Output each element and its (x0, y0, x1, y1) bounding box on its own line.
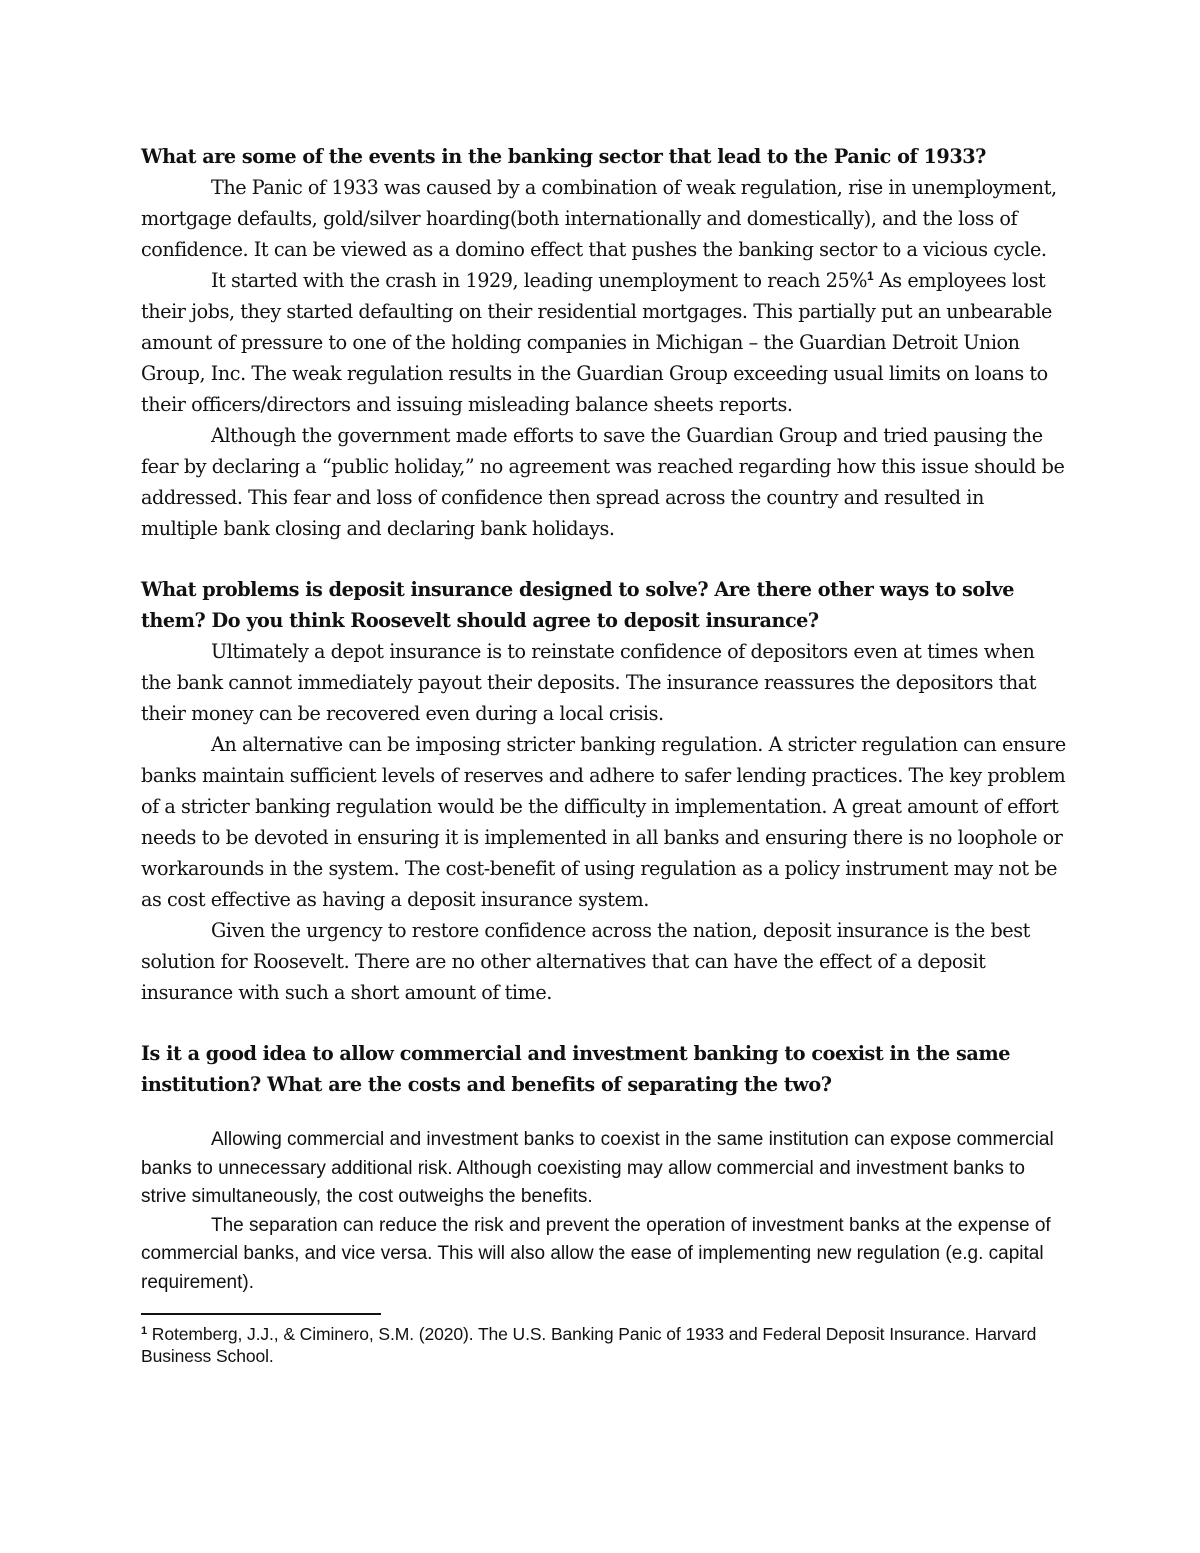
section-spacer (141, 1008, 1066, 1038)
section-spacer (141, 1100, 1066, 1126)
section-3-paragraph-2: The separation can reduce the risk and prevent the operation of investment banks at the expense of commercial banks, and vice versa. This will also allow the ease of implementing new regulation (e.g. capital requirement). (141, 1214, 1051, 1293)
footnote-text: Rotemberg, J.J., & Ciminero, S.M. (2020). The U.S. Banking Panic of 1933 and Federal Deposit Insurance. Harvard Business School. (141, 1324, 1037, 1366)
section-3-paragraph-1: Allowing commercial and investment banks to coexist in the same institution can expose commercial banks to unnecessary additional risk. Although coexisting may allow commercial and investment banks to strive simultaneously, the cost outweighs the benefits. (141, 1129, 1054, 1207)
footnote (141, 1323, 1066, 1367)
footnote-reference[interactable]: 1 (867, 269, 874, 283)
section-1-paragraph-1: The Panic of 1933 was caused by a combination of weak regulation, rise in unemployment, mortgage defaults, gold/silver hoarding(both internationally and domestically), and the loss of confidence. It can be viewed as a domino effect that pushes the banking sector to a vicious cycle. (141, 176, 1057, 261)
section-2-heading: What problems is deposit insurance designed to solve? Are there other ways to solve them? Do you think Roosevelt should agree to deposit insurance? (141, 578, 1015, 632)
section-2-paragraph-3: Given the urgency to restore confidence across the nation, deposit insurance is the best solution for Roosevelt. There are no other alternatives that can have the effect of a deposit insurance with such a short amount of time. (141, 919, 1030, 1004)
section-3-heading: Is it a good idea to allow commercial and investment banking to coexist in the same institution? What are the costs and benefits of separating the two? (141, 1042, 1010, 1096)
footnote-mark: 1 (141, 1325, 148, 1337)
section-2-paragraph-1: Ultimately a depot insurance is to reinstate confidence of depositors even at times when the bank cannot immediately payout their deposits. The insurance reassures the depositors that their money can be recovered even during a local crisis. (141, 640, 1037, 725)
paragraph-text-before-footnote: It started with the crash in 1929, leading unemployment to reach 25% (211, 269, 867, 292)
document-page (141, 141, 1066, 1367)
footnote-separator (141, 1313, 381, 1315)
section-spacer (141, 544, 1066, 574)
section-1-paragraph-3: Although the government made efforts to save the Guardian Group and tried pausing the fear by declaring a “public holiday,” no agreement was reached regarding how this issue should be addressed. This fear and loss of confidence then spread across the country and resulted in multiple bank closing and declaring bank holidays. (141, 424, 1065, 540)
section-2-paragraph-2: An alternative can be imposing stricter banking regulation. A stricter regulation can ensure banks maintain sufficient levels of reserves and adhere to safer lending practices. The key problem of a stricter banking regulation would be the difficulty in implementation. A great amount of effort needs to be devoted in ensuring it is implemented in all banks and ensuring there is no loophole or workarounds in the system. The cost-benefit of using regulation as a policy instrument may not be as cost effective as having a deposit insurance system. (141, 733, 1066, 911)
paragraph-text-after-footnote: As employees lost their jobs, they started defaulting on their residential mortgages. This partially put an unbearable amount of pressure to one of the holding companies in Michigan – the Guardian Detroit Union Group, Inc. The weak regulation results in the Guardian Group exceeding usual limits on loans to their officers/directors and issuing misleading balance sheets reports. (141, 269, 1052, 416)
section-1-paragraph-2 (141, 265, 1066, 420)
section-1-heading: What are some of the events in the banking sector that lead to the Panic of 1933? (141, 145, 986, 168)
